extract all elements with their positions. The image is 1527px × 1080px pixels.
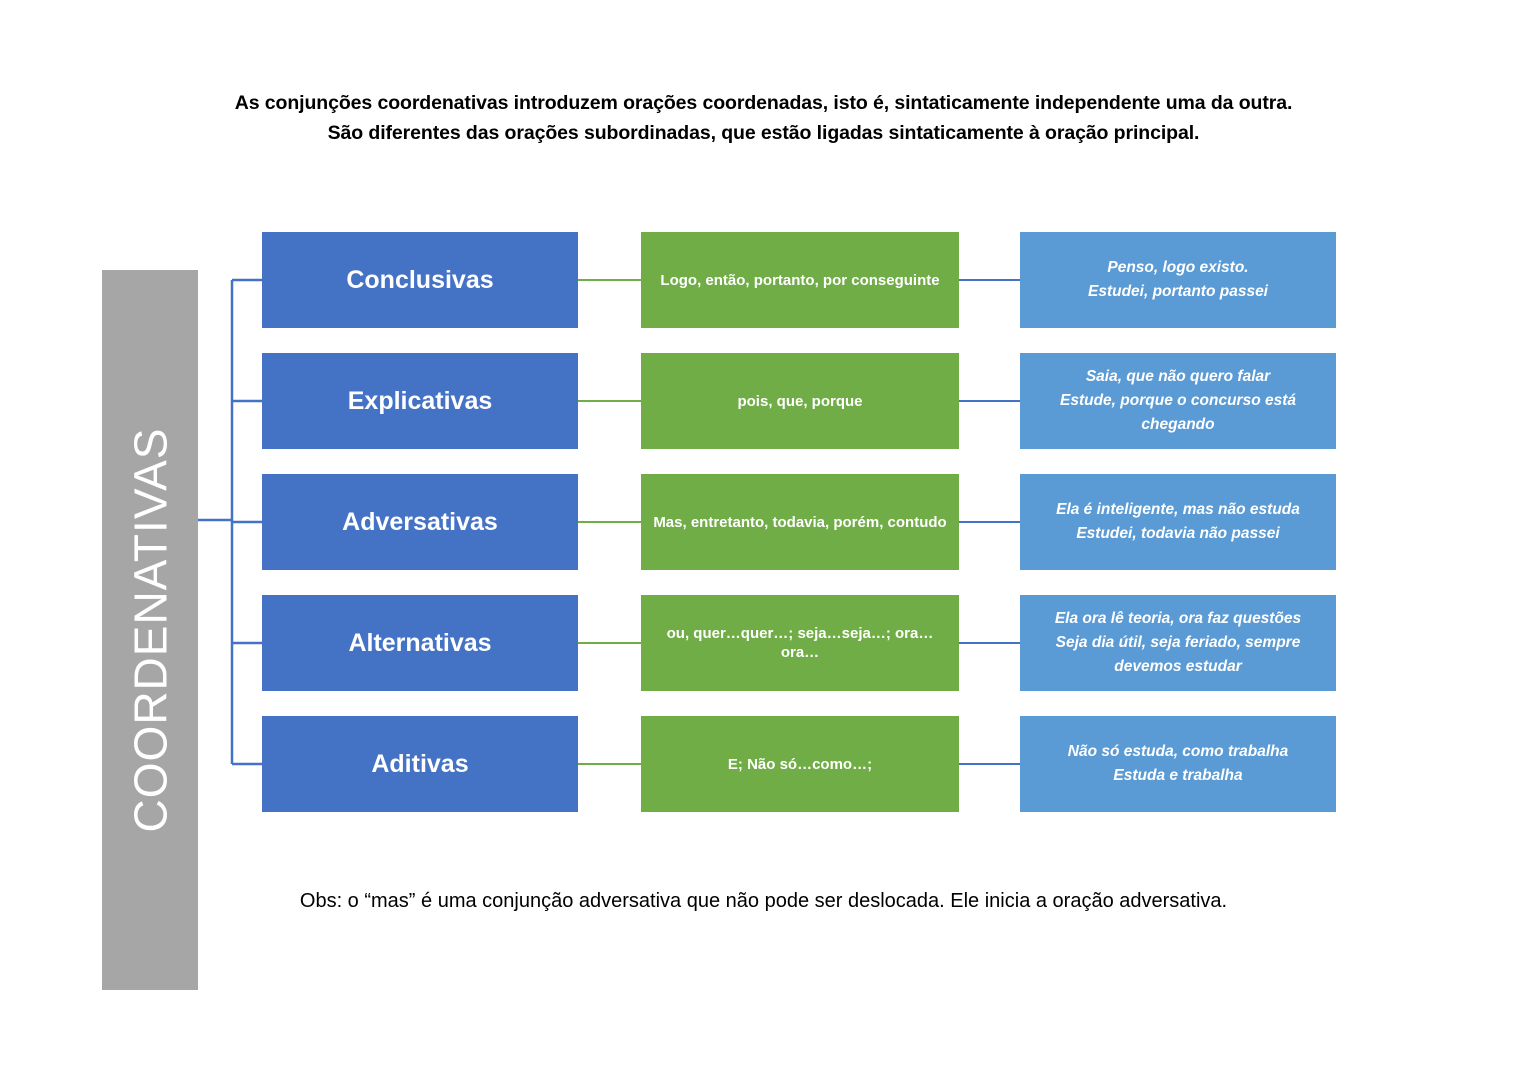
conjunctions-box-aditivas[interactable] (641, 716, 959, 812)
example-line: Estudei, todavia não passei (1076, 525, 1280, 542)
example-line: Ela é inteligente, mas não estuda (1056, 501, 1300, 518)
diagram-row (0, 716, 1527, 812)
category-box-adversativas[interactable] (262, 474, 578, 570)
category-label: Adversativas (342, 507, 498, 536)
example-line: Estudei, portanto passei (1087, 283, 1268, 300)
conjunctions-box-adversativas[interactable] (641, 474, 959, 570)
diagram-row (0, 595, 1527, 691)
diagram-row (0, 232, 1527, 328)
page-title-line-1: As conjunções coordenativas introduzem orações coordenadas, isto é, sintaticamente independente uma da outra. (234, 92, 1293, 114)
example-line: Seja dia útil, seja feriado, sempre devemos estudar (1055, 634, 1301, 675)
category-label: Conclusivas (346, 265, 494, 294)
category-box-aditivas[interactable] (262, 716, 578, 812)
diagram-row (0, 474, 1527, 570)
category-label: Alternativas (348, 628, 492, 657)
example-line: Não só estuda, como trabalha (1067, 743, 1289, 760)
examples-box-aditivas[interactable] (1020, 716, 1336, 812)
conjunctions-box-conclusivas[interactable] (641, 232, 959, 328)
page-title (0, 88, 1527, 148)
diagram-row (0, 353, 1527, 449)
examples-box-conclusivas[interactable] (1020, 232, 1336, 328)
conjunctions-label: pois, que, porque (737, 392, 863, 410)
example-line: Ela ora lê teoria, ora faz questões (1054, 610, 1302, 627)
example-line: Penso, logo existo. (1107, 259, 1249, 276)
diagram-canvas (0, 220, 1527, 840)
examples-box-alternativas[interactable] (1020, 595, 1336, 691)
example-line: Estuda e trabalha (1113, 767, 1243, 784)
category-box-conclusivas[interactable] (262, 232, 578, 328)
conjunctions-label: ou, quer…quer…; seja…seja…; ora…ora… (666, 625, 934, 661)
conjunctions-label: E; Não só…como…; (727, 755, 873, 773)
example-line: Estude, porque o concurso está chegando (1060, 392, 1296, 433)
examples-label (1056, 498, 1300, 546)
conjunctions-label: Logo, então, portanto, por conseguinte (660, 271, 940, 289)
examples-label (1068, 740, 1289, 788)
examples-label (1088, 256, 1268, 304)
category-box-explicativas[interactable] (262, 353, 578, 449)
category-label: Explicativas (347, 386, 493, 415)
examples-box-explicativas[interactable] (1020, 353, 1336, 449)
page-title-line-2: São diferentes das orações subordinadas, que estão ligadas sintaticamente à oração principal. (327, 122, 1200, 144)
observation-note: Obs: o “mas” é uma conjunção adversativa que não pode ser deslocada. Ele inicia a oração adversativa. (299, 890, 1228, 912)
category-box-alternativas[interactable] (262, 595, 578, 691)
conjunctions-box-alternativas[interactable] (641, 595, 959, 691)
examples-label (1028, 607, 1328, 679)
examples-label (1028, 365, 1328, 437)
conjunctions-label: Mas, entretanto, todavia, porém, contudo (653, 513, 947, 531)
category-label: Aditivas (371, 749, 469, 778)
example-line: Saia, que não quero falar (1085, 368, 1271, 385)
conjunctions-box-explicativas[interactable] (641, 353, 959, 449)
root-category-label: COORDENATIVAS (124, 427, 176, 833)
examples-box-adversativas[interactable] (1020, 474, 1336, 570)
